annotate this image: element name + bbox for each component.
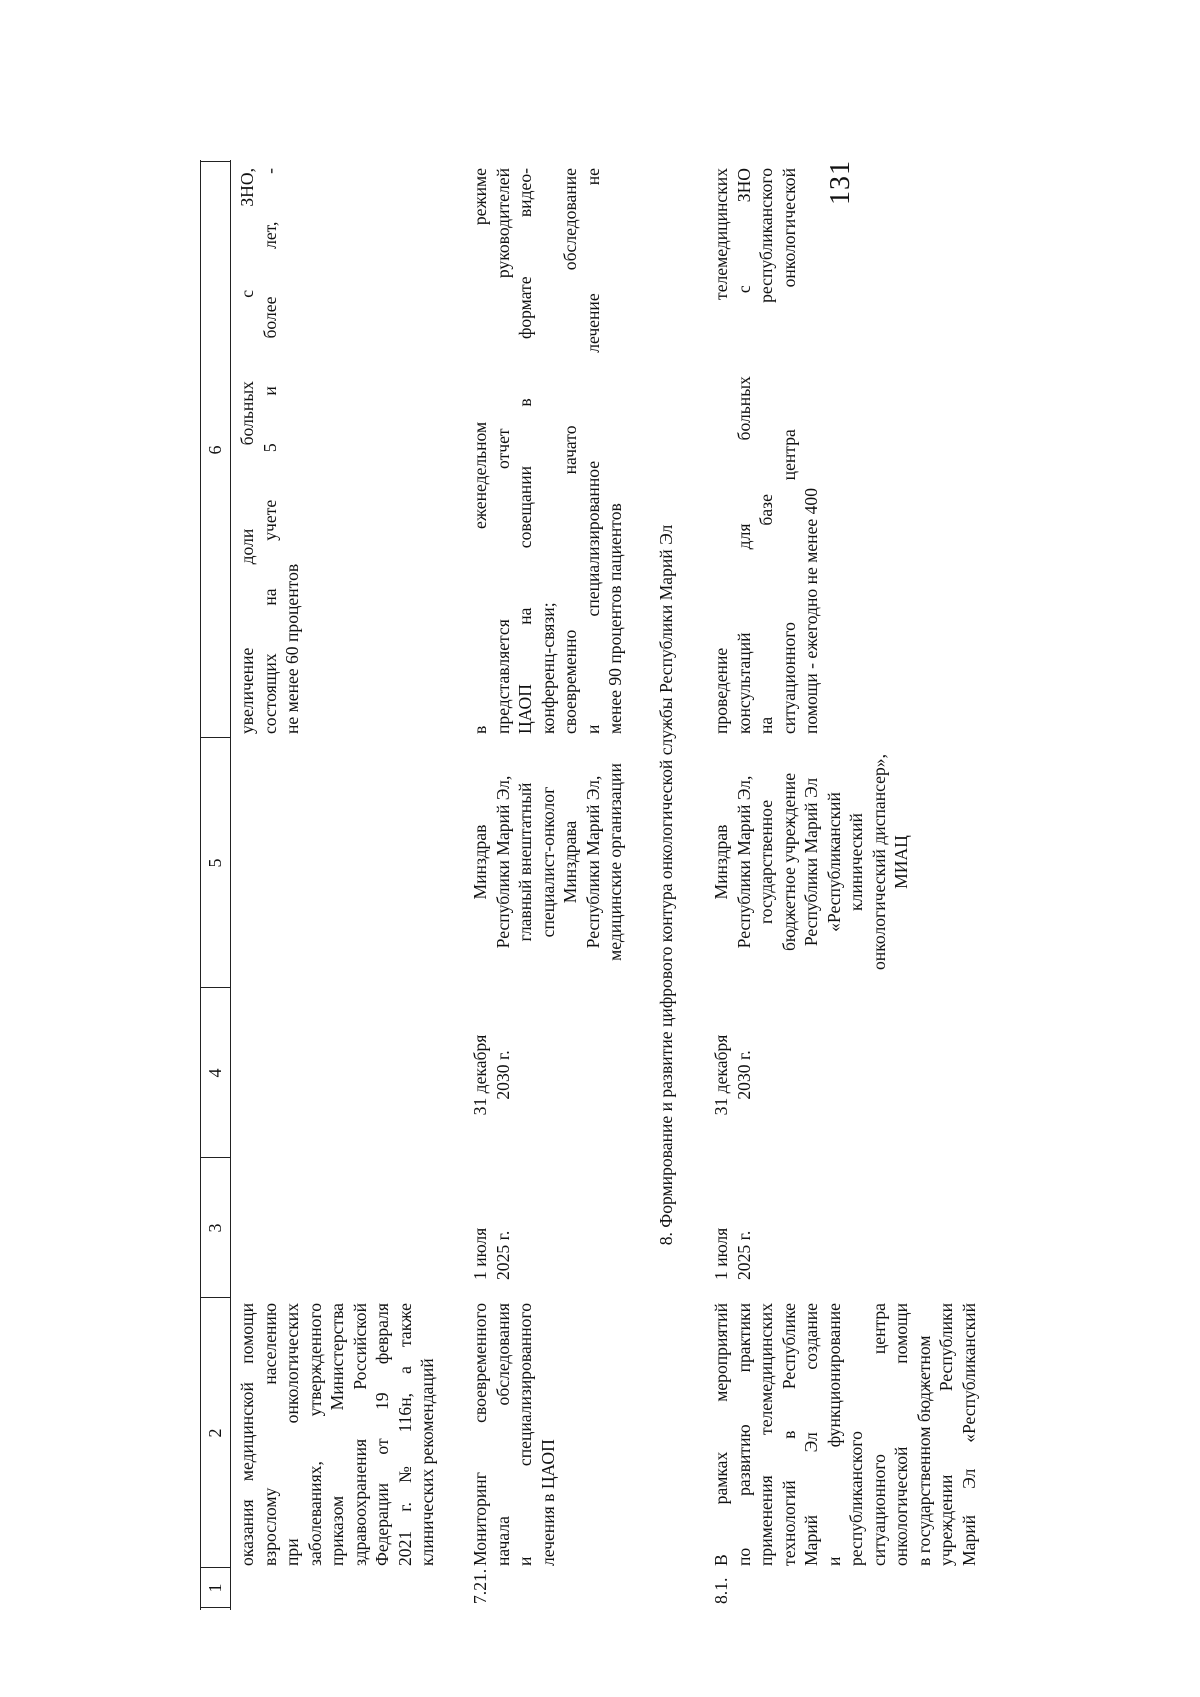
row-7-21-col5: Минздрав Республики Марий Эл, главный внештатный специалист-онколог Минздрава Республики Марий Эл, медицинские организации bbox=[470, 763, 625, 961]
column-header-2: 2 bbox=[205, 1428, 225, 1438]
row-8-1-col6: проведение телемедицинских консультаций для больных с ЗНО на базе республиканского ситуационного центра онкологической помощи - ежегодно не менее 400 bbox=[711, 168, 821, 734]
row-8-1-col2: В рамках мероприятий по развитию практики применения телемедицинских технологий в Республике Марий Эл создание и функционирование республиканского ситуационного центра онкологической помощи в государственном бюджетном учреждении Республики Марий Эл «Республиканский bbox=[711, 1303, 979, 1566]
row-8-1-col3: 1 июля 2025 г. bbox=[711, 1227, 754, 1280]
col-separator bbox=[200, 161, 230, 162]
continuation-col2: оказания медицинской помощи взрослому населению при онкологических заболеваниях, утвержденного приказом Министерства здравоохранения Российской Федерации от 19 февраля 2021 г. № 116н, а также клинических рекомендаций bbox=[237, 1303, 437, 1566]
row-8-1-col4: 31 декабря 2030 г. bbox=[711, 1034, 754, 1116]
continuation-col6: увеличение доли больных с ЗНО, состоящих на учете 5 и более лет, - не менее 60 процентов bbox=[237, 168, 302, 734]
row-number-7-21: 7.21. bbox=[470, 1568, 490, 1604]
row-7-21-col2: Мониторинг своевременного начала обследования и специализированного лечения в ЦАОП bbox=[470, 1303, 558, 1566]
header-top-rule bbox=[200, 160, 201, 1610]
header-bottom-rule bbox=[230, 160, 231, 1610]
column-header-1: 1 bbox=[205, 1583, 225, 1593]
col-separator bbox=[200, 737, 230, 738]
row-7-21-col6: в еженедельном режиме представляется отчет руководителей ЦАОП на совещании в формате видео- конференц-связи; своевременно начато обследование и специализированное лечение не менее 90 процентов пациентов bbox=[470, 168, 625, 734]
row-7-21-col4: 31 декабря 2030 г. bbox=[470, 1034, 513, 1116]
page-number: 131 bbox=[825, 160, 856, 205]
col-separator bbox=[200, 1607, 230, 1608]
section-8-title: 8. Формирование и развитие цифрового контура онкологической службы Республики Марий Эл bbox=[656, 524, 676, 1246]
row-7-21-col3: 1 июля 2025 г. bbox=[470, 1227, 513, 1280]
row-8-1-col5: Минздрав Республики Марий Эл, государственное бюджетное учреждение Республики Марий Эл «Республиканский клинический онкологический диспансер», МИАЦ bbox=[711, 754, 911, 970]
rotated-document-page bbox=[200, 160, 979, 1610]
column-header-4: 4 bbox=[205, 1068, 225, 1078]
row-number-8-1: 8.1. bbox=[711, 1577, 731, 1604]
column-header-6: 6 bbox=[205, 445, 225, 455]
col-separator bbox=[200, 1567, 230, 1568]
col-separator bbox=[200, 1297, 230, 1298]
col-separator bbox=[200, 987, 230, 988]
column-header-5: 5 bbox=[205, 858, 225, 868]
column-header-3: 3 bbox=[205, 1223, 225, 1233]
col-separator bbox=[200, 1157, 230, 1158]
